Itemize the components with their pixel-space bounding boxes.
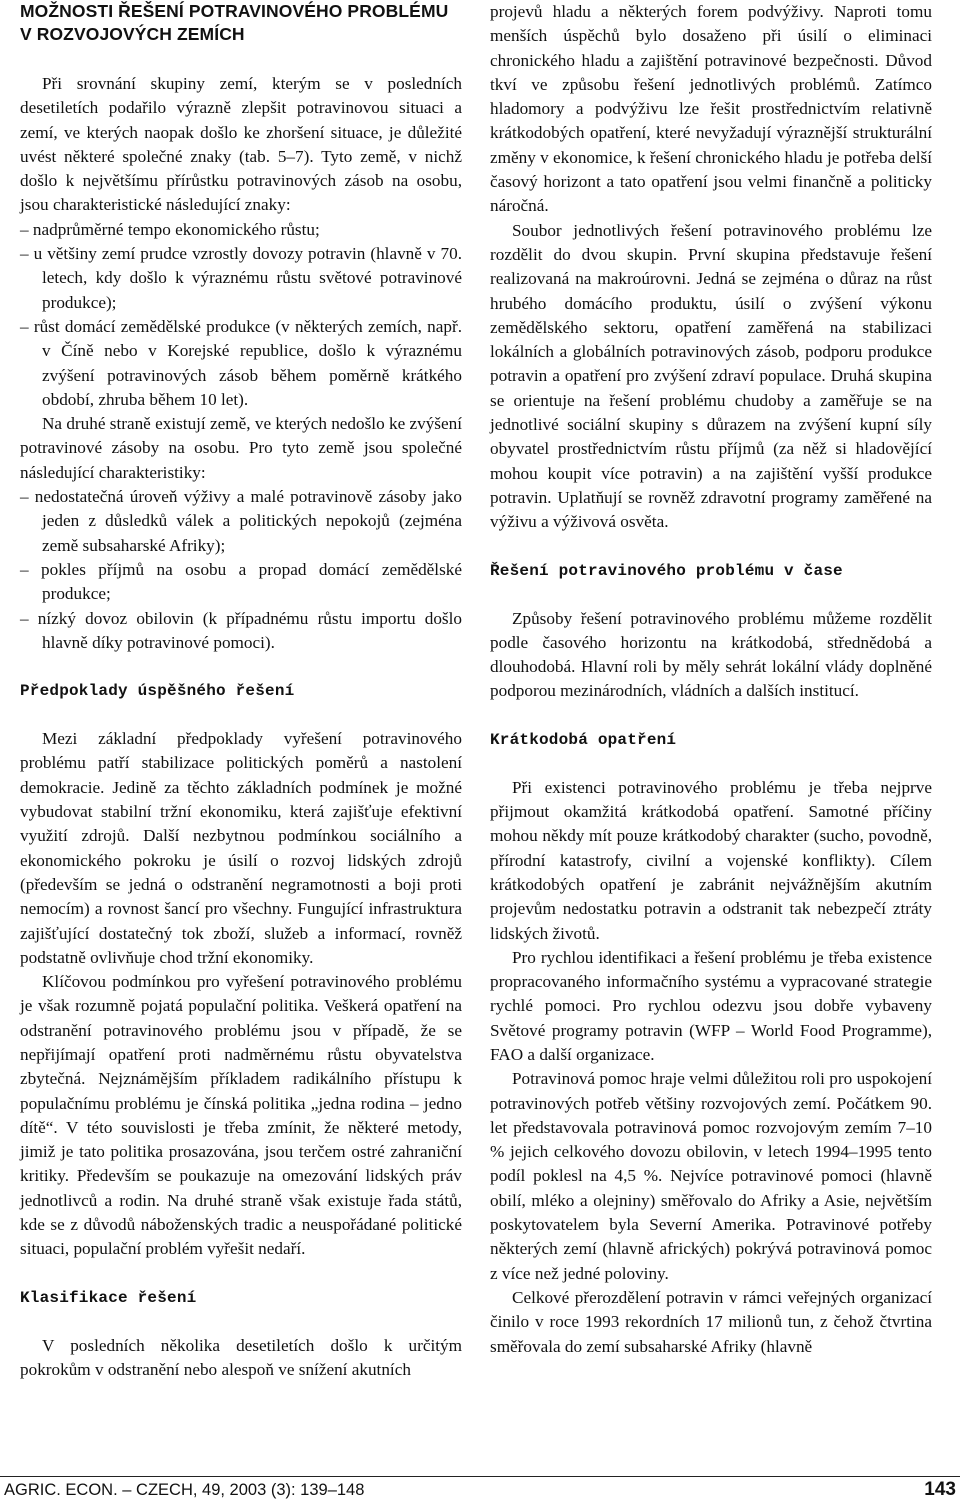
page-footer <box>0 1476 960 1510</box>
page-number: 143 <box>924 1479 956 1500</box>
list-item: – růst domácí zemědělské produkce (v některých zemích, např. v Číně nebo v Korejské republice, došlo k výraznému zvýšení potravinových zásob během poměrně krátkého období, zhruba během 10 let). <box>20 316 462 409</box>
paragraph: Způsoby řešení potravinového problému můžeme rozdělit podle časového horizontu na krátkodobá, střednědobá a dlouhodobá. Hlavní roli by měly sehrát lokální vlády doplněné podporou mezinárodních, vládních a dalších institucí. <box>490 608 932 701</box>
left-column <box>20 0 462 1382</box>
heading-kratkodoba: Krátkodobá opatření <box>490 730 677 749</box>
journal-citation: AGRIC. ECON. – CZECH, 49, 2003 (3): 139–148 <box>4 1481 365 1499</box>
list-item: – nedostatečná úroveň výživy a malé potravinově zásoby jako jeden z důsledků válek a politických nepokojů (zejména země subsaharské Afriky); <box>20 487 462 555</box>
spacer <box>490 535 932 559</box>
spacer <box>20 1310 462 1334</box>
paragraph: Mezi základní předpoklady vyřešení potravinového problému patří stabilizace politických poměrů a nastolení demokracie. Jedině za těchto základních podmínek je možné vybudovat stabilní tržní ekonomiku, která zajišťuje efektivní využití zdrojů. Další nezbytnou podmínkou sociálního a ekonomického pokroku je úsilí o rozvoj lidských zdrojů (především se jedná o odstranění negramotnosti a boji proti nemocím) a rovnost šancí pro všechny. Fungující infrastruktura zajišťující dostatečný tok zboží, služeb a informací, rovněž podstatně ovlivňuje chod tržní ekonomiky. <box>20 729 462 967</box>
paragraph: projevů hladu a některých forem podvýživy. Naproti tomu menších úspěchů bylo dosaženo při úsilí o eliminaci chronického hladu a zajištění potravinové bezpečnosti. Důvod tkví ve způsobu řešení jednotlivých problémů. Zatímco hladomory a podvýživu lze řešit prostřednictvím relativně krátkodobých opatření, které nevyžadují výraznější strukturální změny v ekonomice, k řešení chronického hladu je potřeba delší časový horizont a tato opatření jsou velmi finančně a politicky náročná. <box>490 2 932 216</box>
spacer <box>20 655 462 679</box>
paragraph: Celkové přerozdělení potravin v rámci veřejných organizací činilo v roce 1993 rekordních 17 milionů tun, z čehož čtvrtina směřovala do zemí subsaharské Afriky (hlavně <box>490 1287 932 1356</box>
list-item: – pokles příjmů na osobu a propad domácí zemědělské produkce; <box>20 559 462 604</box>
paragraph: Při srovnání skupiny zemí, kterým se v posledních desetiletích podařilo výrazně zlepšit potravinovou situaci a zemí, ve kterých naopak došlo ke zhoršení situace, je důležité uvést některé společné znaky (tab. 5–7). Tyto země, v nichž došlo k největšímu přírůstku potravinových zásob na osobu, jsou charakteristické následující znaky: <box>20 74 462 215</box>
section-title: MOŽNOSTI ŘEŠENÍ POTRAVINOVÉHO PROBLÉMU V ROZVOJOVÝCH ZEMÍCH <box>20 1 449 44</box>
right-column <box>490 0 932 1359</box>
heading-klasifikace: Klasifikace řešení <box>20 1288 197 1307</box>
paragraph: V posledních několika desetiletích došlo k určitým pokrokům v odstranění nebo alespoň ve snížení akutních <box>20 1335 462 1379</box>
spacer <box>490 583 932 607</box>
paragraph: Při existenci potravinového problému je třeba nejprve přijmout okamžitá krátkodobá opatření. Samotné příčiny mohou někdy mít pouze krátkodobý charakter (sucho, povodně, přírodní katastrofy, civilní a vojenské konflikty). Cílem krátkodobých opatření je zabránit nejvážnějším akutním projevům nedostatku potravin a odstranit tak nebezpečí ztráty lidských životů. <box>490 777 932 943</box>
paragraph: Na druhé straně existují země, ve kterých nedošlo ke zvýšení potravinové zásoby na osobu. Pro tyto země jsou společné následující charakteristiky: <box>20 414 462 482</box>
list-item: – u většiny zemí prudce vzrostly dovozy potravin (hlavně v 70. letech, kdy došlo k výraznému růstu světové potravinové produkce); <box>20 244 462 312</box>
paragraph: Klíčovou podmínkou pro vyřešení potravinového problému je však rozumně pojatá populační politika. Veškerá opatření na odstranění potravinového problému jsou v případě, že se nepřijímají opatření proti nadměrnému růstu obyvatelstva zbytečná. Nejznámějším příkladem radikálního přístupu k populačnímu problému je čínská politika „jedna rodina – jedno dítě“. V této souvislosti je třeba zmínit, že některé metody, jimiž je tato politika prosazována, jsou terčem ostré zahraniční kritiky. Především se poukazuje na omezování lidských práv jednotlivců a rodin. Na druhé straně však existuje řada států, kde se z důvodů náboženských tradic a neuspořádané politické situaci, populační problém vyřešit nedaří. <box>20 972 462 1259</box>
paragraph: Pro rychlou identifikaci a řešení problému je třeba existence propracovaného informačního systému a vypracované strategie rychlé pomoci. Pro rychlou odezvu jsou dobře vybaveny Světové programy potravin (WFP – World Food Programme), FAO a další organizace. <box>490 947 932 1064</box>
spacer <box>490 704 932 728</box>
list-item: – nadprůměrné tempo ekonomického růstu; <box>20 219 320 239</box>
list-item: – nízký dovoz obilovin (k případnému růstu importu došlo hlavně díky potravinové pomoci). <box>20 608 462 652</box>
heading-reseni-v-case: Řešení potravinového problému v čase <box>490 561 843 580</box>
spacer <box>20 1262 462 1286</box>
spacer <box>490 752 932 776</box>
heading-predpoklady: Předpoklady úspěšného řešení <box>20 682 295 701</box>
paragraph: Potravinová pomoc hraje velmi důležitou roli pro uspokojení potravinových potřeb většiny rozvojových zemí. Počátkem 90. let představovala potravinová pomoc rozvojovým zemím 7–10 % jejich celkového dovozu obilovin, v letech 1994–1995 tento podíl poklesl na 4,5 %. Nejvíce potravinové pomoci (hlavně obilí, mléko a olejniny) směřovalo do Afriky a Asie, největším poskytovatelem byla Severní Amerika. Potravinové potřeby některých zemí (hlavně afrických) pokrývá potravinová pomoc z více než jedné poloviny. <box>490 1069 932 1283</box>
spacer <box>20 703 462 727</box>
paragraph: Soubor jednotlivých řešení potravinového problému lze rozdělit do dvou skupin. První skupina představuje řešení realizovaná na makroúrovni. Jedná se zejména o důraz na růst hrubého domácího produktu, úsilí o zvýšení výkonu zemědělského sektoru, opatření zaměřená na stabilizaci lokálních a globálních potravinových zásob, podporu produkce potravin a opatření pro zvýšení zdraví populace. Druhá skupina se orientuje na řešení problému chudoby a zaměřuje se na jednotlivé sociální skupiny s důrazem na zvýšení kupní síly obyvatel prostřednictvím růstu příjmů (za něž si hladovějící mohou koupit více potravin) a na zajištění vyšší produkce potravin. Uplatňují se rovněž zdravotní programy zaměřené na výživu a výživová osvěta. <box>490 220 932 532</box>
